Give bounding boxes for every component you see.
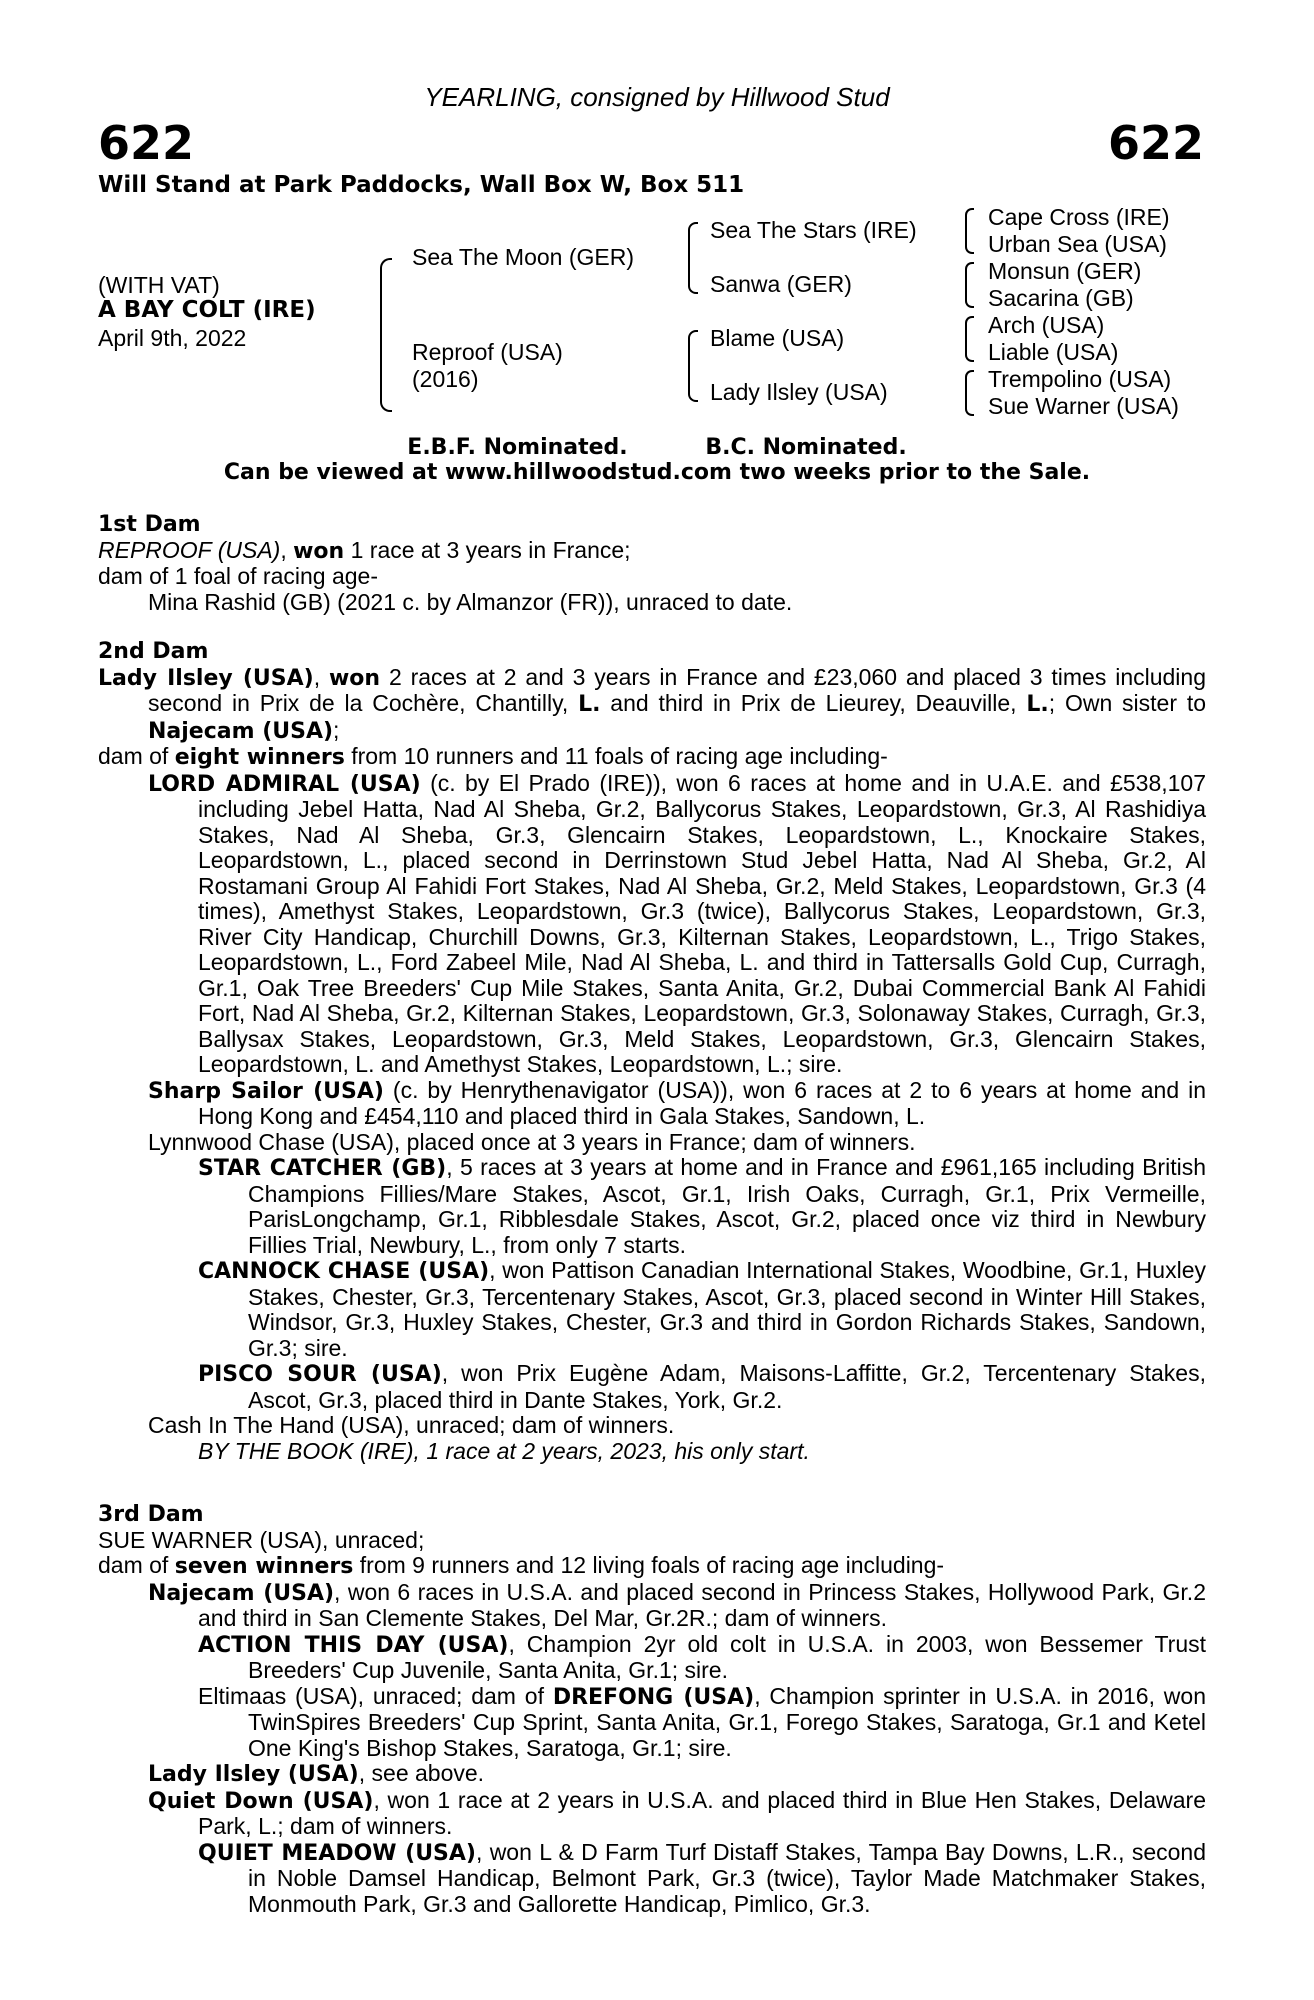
horse-name: A BAY COLT (IRE) <box>98 297 316 323</box>
grandproduce-pisco-sour: PISCO SOUR (USA), won Prix Eugène Adam, Maisons-Laffitte, Gr.2, Tercentenary Stakes, Ascot, Gr.3, placed third in Dante Stakes, York, Gr.2. <box>198 1360 1206 1413</box>
brace-parents <box>380 258 392 412</box>
third-dam-name: SUE WARNER (USA), unraced; <box>98 1526 425 1553</box>
won-label: won <box>293 538 345 564</box>
second-dam-name: Lady Ilsley (USA) <box>98 665 314 691</box>
bc-nominated: B.C. Nominated. <box>705 435 907 460</box>
sire: Sea The Moon (GER) <box>412 244 635 270</box>
produce-lady-ilsley: Lady Ilsley (USA), see above. <box>148 1760 485 1787</box>
nominations <box>0 435 1314 461</box>
produce-quiet-down: Quiet Down (USA), won 1 race at 2 years in U.S.A. and placed third in Blue Hen Stakes, Delaware Park, L.; dam of winners. <box>148 1786 1206 1839</box>
brace-g1 <box>965 208 974 254</box>
own-sister-name: Najecam (USA) <box>148 718 334 744</box>
granddam-line-6: Liable (USA) <box>988 339 1119 365</box>
first-dam-name: REPROOF (USA) <box>98 536 281 563</box>
second-dam-section <box>98 639 1206 1464</box>
produce-lynnwood-chase: Lynnwood Chase (USA), placed once at 3 years in France; dam of winners. <box>148 1128 916 1155</box>
dam-year: (2016) <box>412 366 479 392</box>
second-dam-record: Lady Ilsley (USA), won 2 races at 2 and 3 years in France and £23,060 and placed 3 times including second in Prix de la Cochère, Chantilly, L. and third in Prix de Lieurey, Deauville, L.; Own sister to Najecam (USA); <box>98 663 1207 744</box>
lot-number-left: 622 <box>98 116 195 170</box>
first-dam-section <box>98 512 1206 615</box>
first-dam-produce: dam of 1 foal of racing age- <box>98 563 378 589</box>
first-dam-record-text: 1 race at 3 years in France; <box>344 536 631 563</box>
granddam-line-1: Cape Cross (IRE) <box>988 204 1170 230</box>
grandproduce-by-the-book: BY THE BOOK (IRE), 1 race at 2 years, 2023, his only start. <box>198 1437 810 1464</box>
first-dam-record: REPROOF (USA), won 1 race at 3 years in France; <box>98 536 631 564</box>
grandproduce-star-catcher: STAR CATCHER (GB), 5 races at 3 years at home and in France and £961,165 including British Champions Fillies/Mare Stakes, Ascot, Gr.1, Irish Oaks, Curragh, Gr.1, Prix Vermeille, ParisLongchamp, Gr.1, Ribblesdale Stakes, Ascot, Gr.2, placed once viz third in Newbury Fillies Trial, Newbury, L., from only 7 starts. <box>198 1154 1206 1258</box>
grandproduce-eltimaas: Eltimaas (USA), unraced; dam of DREFONG (USA), Champion sprinter in U.S.A. in 2016, won TwinSpires Breeders' Cup Sprint, Santa Anita, Gr.1, Forego Stakes, Saratoga, Gr.1 and Ketel One King's Bishop Stakes, Saratoga, Gr.1; sire. <box>198 1682 1206 1761</box>
brace-g2 <box>965 262 974 308</box>
foaling-date: April 9th, 2022 <box>98 325 247 351</box>
second-dam-produce: dam of eight winners from 10 runners and 11 foals of racing age including- <box>98 743 888 770</box>
ebf-nominated: E.B.F. Nominated. <box>407 435 628 460</box>
granddam-line-8: Sue Warner (USA) <box>988 393 1179 419</box>
granddam-line-2: Urban Sea (USA) <box>988 231 1167 257</box>
consignor-line: YEARLING, consigned by Hillwood Stud <box>424 82 890 112</box>
vat-note: (WITH VAT) <box>98 272 220 298</box>
granddam-line-4: Sacarina (GB) <box>988 285 1134 311</box>
dam-dam: Lady Ilsley (USA) <box>710 379 888 405</box>
sire-sire: Sea The Stars (IRE) <box>710 217 917 243</box>
produce-cash-in-the-hand: Cash In The Hand (USA), unraced; dam of winners. <box>148 1412 675 1438</box>
grandproduce-quiet-meadow: QUIET MEADOW (USA), won L & D Farm Turf Distaff Stakes, Tampa Bay Downs, L.R., second in Noble Damsel Handicap, Belmont Park, Gr.3 (twice), Taylor Made Matchmaker Stakes, Monmouth Park, Gr.3 and Gallorette Handicap, Pimlico, Gr.3. <box>198 1838 1206 1917</box>
second-dam-heading: 2nd Dam <box>98 639 209 664</box>
first-dam-heading: 1st Dam <box>98 512 201 537</box>
granddam-line-5: Arch (USA) <box>988 312 1105 338</box>
granddam-line-7: Trempolino (USA) <box>988 366 1172 392</box>
produce-sharp-sailor: Sharp Sailor (USA) (c. by Henrythenavigator (USA)), won 6 races at 2 to 6 years at home and in Hong Kong and £454,110 and placed third in Gala Stakes, Sandown, L. <box>148 1076 1206 1129</box>
lot-number-right: 622 <box>1107 116 1204 170</box>
sire-dam: Sanwa (GER) <box>710 271 852 297</box>
third-dam-produce: dam of seven winners from 9 runners and 12 living foals of racing age including- <box>98 1552 945 1579</box>
stand-location: Will Stand at Park Paddocks, Wall Box W, Box 511 <box>98 172 745 198</box>
brace-sire <box>688 222 698 294</box>
third-dam-section <box>98 1502 1206 1917</box>
brace-dam <box>688 330 698 402</box>
dam: Reproof (USA) <box>412 339 563 365</box>
grandproduce-action-this-day: ACTION THIS DAY (USA), Champion 2yr old colt in U.S.A. in 2003, won Bessemer Trust Breeders' Cup Juvenile, Santa Anita, Gr.1; sire. <box>198 1630 1206 1683</box>
grandproduce-cannock-chase: CANNOCK CHASE (USA), won Pattison Canadian International Stakes, Woodbine, Gr.1, Huxley Stakes, Chester, Gr.3, Tercentenary Stakes, Ascot, Gr.3, placed second in Winter Hill Stakes, Windsor, Gr.3, Huxley Stakes, Chester, Gr.3 and third in Gordon Richards Stakes, Sandown, Gr.3; sire. <box>198 1257 1206 1361</box>
brace-g4 <box>965 370 974 416</box>
viewing-note: Can be viewed at www.hillwoodstud.com two weeks prior to the Sale. <box>223 460 1091 485</box>
produce-najecam: Najecam (USA), won 6 races in U.S.A. and placed second in Princess Stakes, Hollywood Park, Gr.2 and third in San Clemente Stakes, Del Mar, Gr.2R.; dam of winners. <box>148 1578 1206 1631</box>
produce-lord-admiral: LORD ADMIRAL (USA) (c. by El Prado (IRE)), won 6 races at home and in U.A.E. and £538,107 including Jebel Hatta, Nad Al Sheba, Gr.2, Ballycorus Stakes, Leopardstown, Gr.3, Al Rashidiya Stakes, Nad Al Sheba, Gr.3, Glencairn Stakes, Leopardstown, L., Knockaire Stakes, Leopardstown, L., placed second in Derrinstown Stud Jebel Hatta, Nad Al Sheba, Gr.2, Al Rostamani Group Al Fahidi Fort Stakes, Nad Al Sheba, Gr.2, Meld Stakes, Leopardstown, Gr.3 (4 times), Amethyst Stakes, Leopardstown, Gr.3 (twice), Ballycorus Stakes, Leopardstown, Gr.3, River City Handicap, Churchill Downs, Gr.3, Kilternan Stakes, Leopardstown, L., Trigo Stakes, Leopardstown, L., Ford Zabeel Mile, Nad Al Sheba, L. and third in Tattersalls Gold Cup, Curragh, Gr.1, Oak Tree Breeders' Cup Mile Stakes, Santa Anita, Gr.2, Dubai Commercial Bank Al Fahidi Fort, Nad Al Sheba, Gr.2, Kilternan Stakes, Leopardstown, Gr.3, Solonaway Stakes, Curragh, Gr.3, Ballysax Stakes, Leopardstown, Gr.3, Meld Stakes, Leopardstown, Gr.3, Glencairn Stakes, Leopardstown, L. and Amethyst Stakes, Leopardstown, L.; sire. <box>148 769 1206 1077</box>
won-label: won <box>328 665 381 691</box>
granddam-line-3: Monsun (GER) <box>988 258 1142 284</box>
dam-sire: Blame (USA) <box>710 325 845 351</box>
first-dam-foal: Mina Rashid (GB) (2021 c. by Almanzor (FR)), unraced to date. <box>148 588 793 615</box>
brace-g3 <box>965 316 974 362</box>
third-dam-heading: 3rd Dam <box>98 1502 204 1527</box>
